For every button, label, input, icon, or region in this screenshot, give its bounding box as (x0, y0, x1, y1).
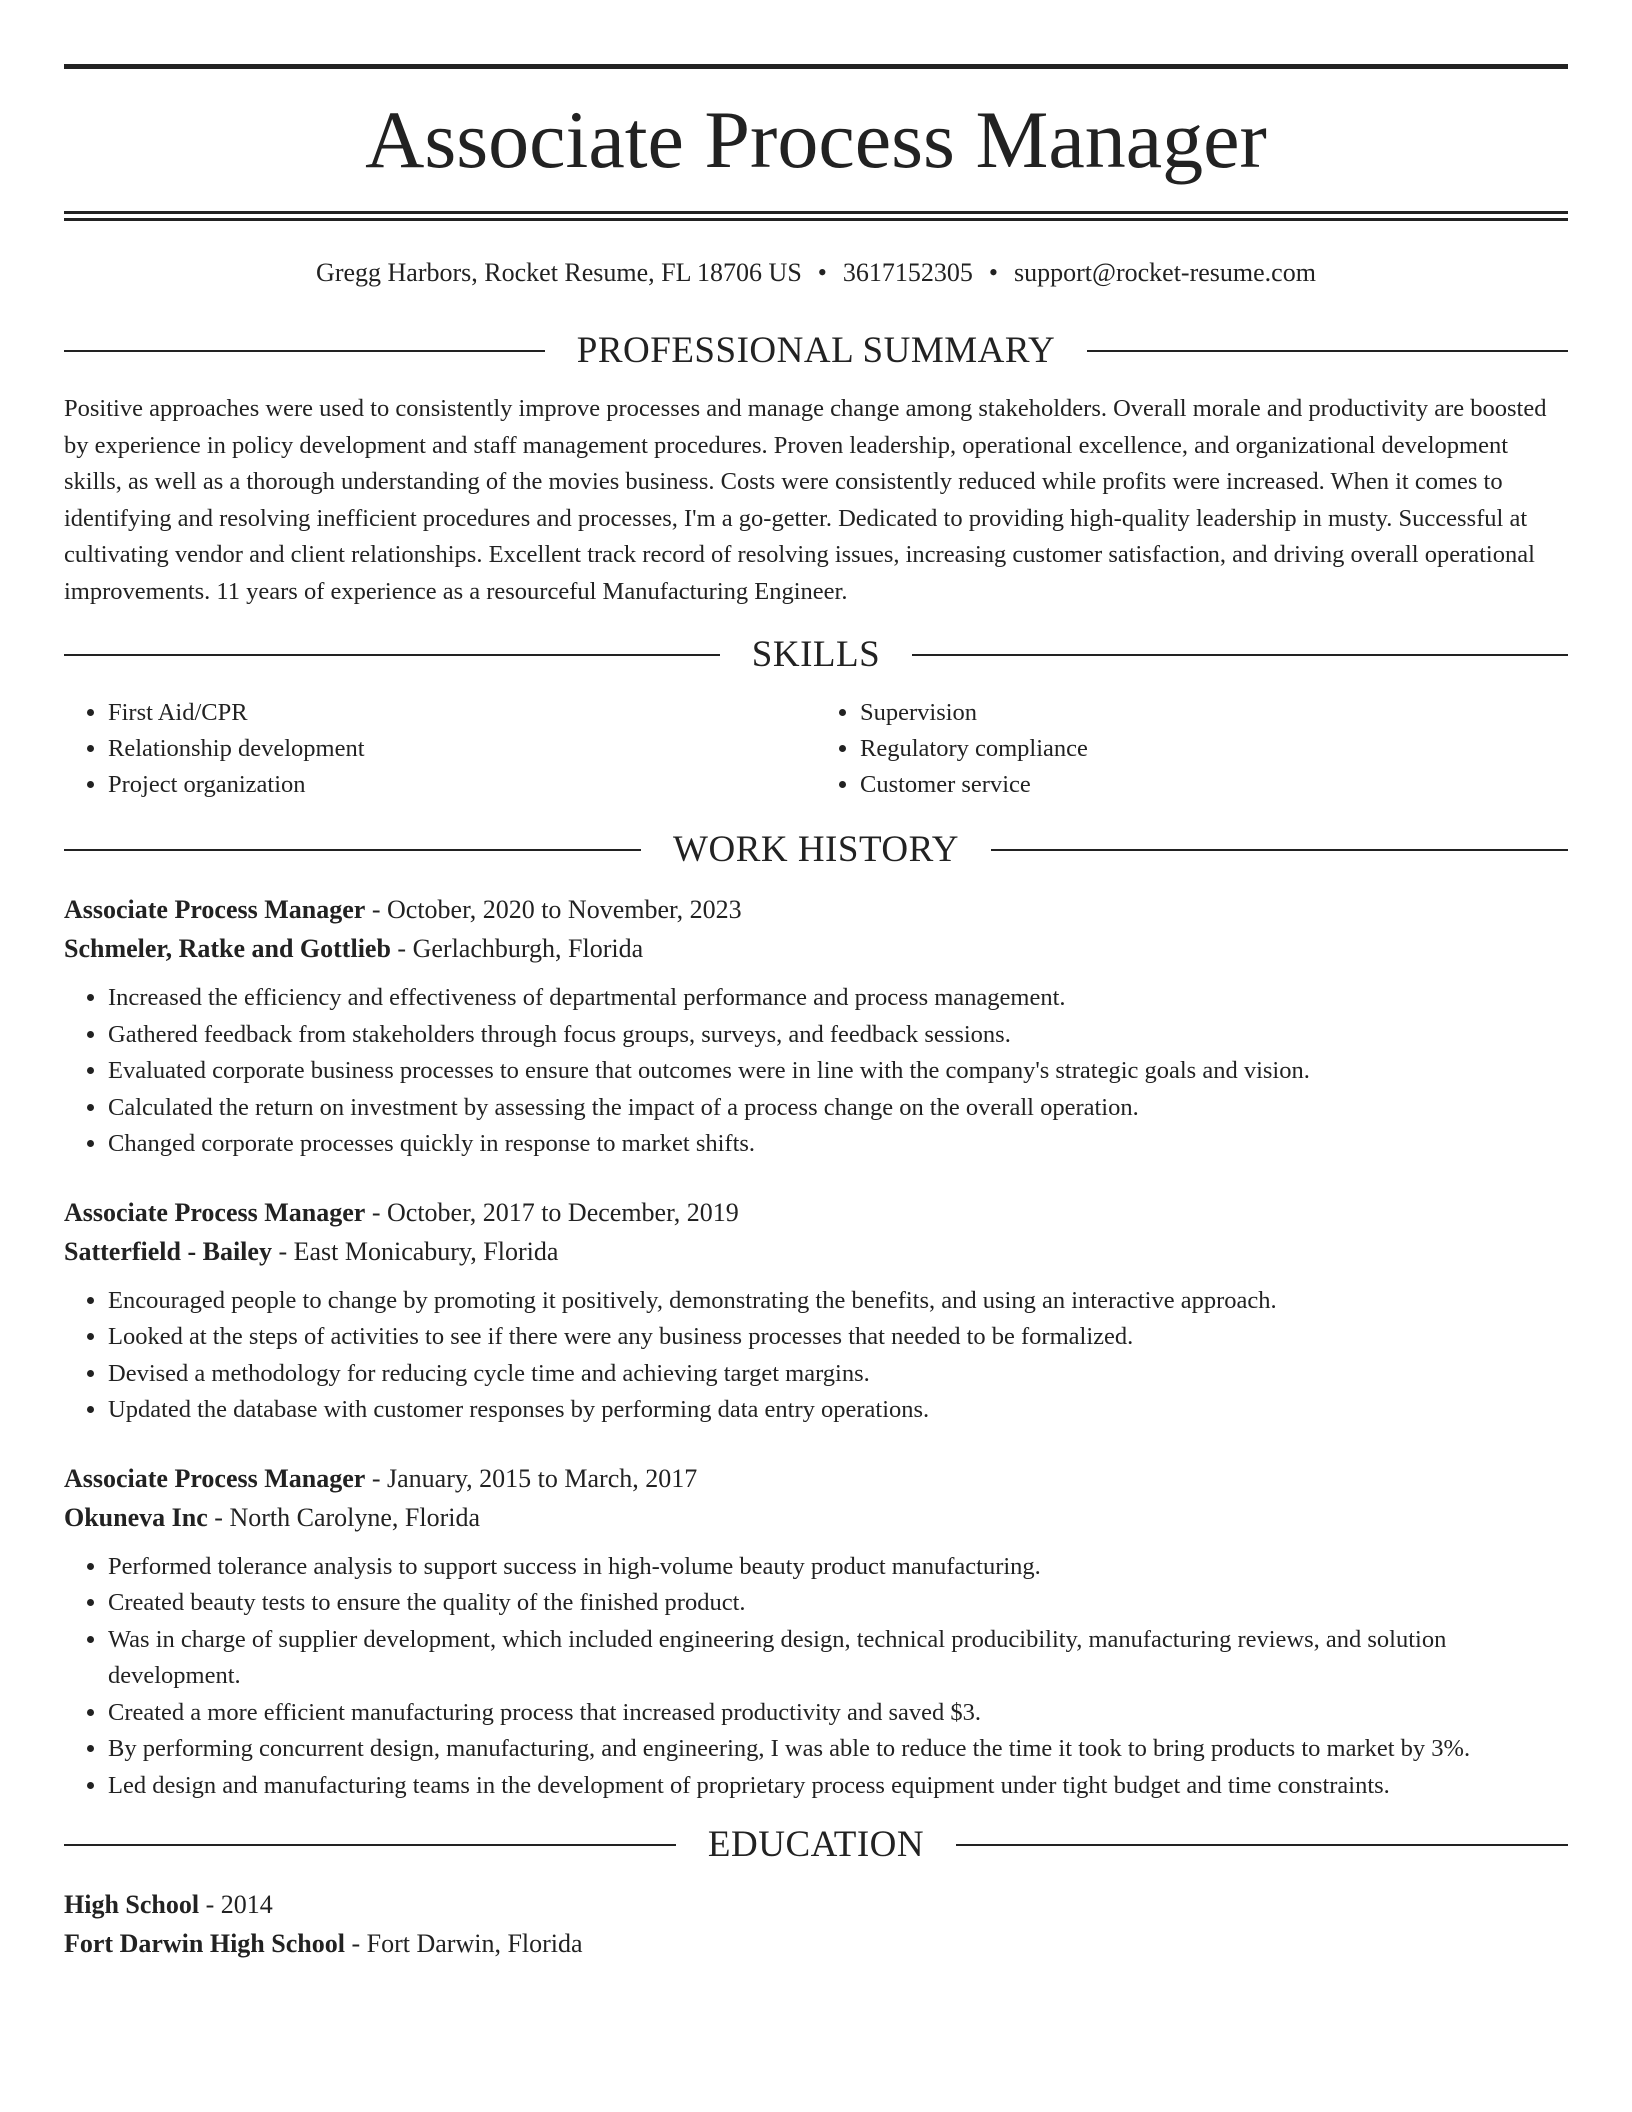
contact-address: Gregg Harbors, Rocket Resume, FL 18706 US (316, 258, 802, 287)
summary-heading: PROFESSIONAL SUMMARY (576, 330, 1056, 372)
job-bullet: • Evaluated corporate business processes to ensure that outcomes were in line with the company's strategic goals and vision. (108, 1053, 1568, 1090)
skills-heading: SKILLS (751, 634, 881, 676)
heading-rule-left (64, 849, 641, 851)
skill-item: • Customer service (860, 767, 1568, 803)
education-section-heading (64, 1824, 1568, 1866)
skill-item: • Project organization (108, 767, 816, 803)
education-degree-line: High School - 2014 (64, 1890, 273, 1920)
job-company-line: Okuneva Inc - North Carolyne, Florida (64, 1502, 481, 1532)
job-dates: October, 2020 to November, 2023 (387, 895, 742, 925)
job-company-line: Schmeler, Ratke and Gottlieb - Gerlachburgh, Florida (64, 934, 644, 964)
job-bullet: • Updated the database with customer responses by performing data entry operations. (108, 1392, 1568, 1429)
summary-text: Positive approaches were used to consistently improve processes and manage change among stakeholders. Overall morale and productivity are boosted by experience in policy development and staff management procedures. Proven leadership, operational excellence, and organizational development skills, as well as a thorough understanding of the movies business. Costs were consistently reduced while profits were increased. When it comes to identifying and resolving inefficient procedures and processes, I'm a go-getter. Dedicated to providing high-quality leadership in musty. Successful at cultivating vendor and client relationships. Excellent track record of resolving issues, increasing customer satisfaction, and driving overall operational improvements. 11 years of experience as a resourceful Manufacturing Engineer. (64, 395, 1547, 605)
job-bullet: • Devised a methodology for reducing cycle time and achieving target margins. (108, 1356, 1568, 1393)
contact-email: support@rocket-resume.com (1014, 258, 1316, 287)
skill-item: • Supervision (860, 695, 1568, 731)
job-title: Associate Process Manager (64, 1197, 366, 1227)
job-bullet: • Created beauty tests to ensure the quality of the finished product. (108, 1585, 1568, 1622)
heading-rule-right (1087, 350, 1568, 352)
job-location: Gerlachburgh, Florida (412, 934, 644, 964)
education-location: Fort Darwin, Florida (366, 1929, 583, 1959)
job-dates: October, 2017 to December, 2019 (387, 1197, 739, 1227)
job-bullet: • Was in charge of supplier development, which included engineering design, technical producibility, manufacturing reviews, and solution development. (108, 1622, 1568, 1695)
heading-rule-left (64, 1844, 676, 1846)
job-bullet: • Looked at the steps of activities to see if there were any business processes that needed to be formalized. (108, 1319, 1568, 1356)
skill-item: • Relationship development (108, 731, 816, 767)
page-title: Associate Process Manager (365, 94, 1267, 185)
top-divider (64, 64, 1568, 69)
job-bullet: • Encouraged people to change by promoting it positively, demonstrating the benefits, and using an interactive approach. (108, 1283, 1568, 1320)
heading-rule-left (64, 654, 720, 656)
job-bullet: • Calculated the return on investment by assessing the impact of a process change on the overall operation. (108, 1090, 1568, 1127)
education-heading: EDUCATION (707, 1824, 925, 1866)
job-bullet: • Performed tolerance analysis to support success in high-volume beauty product manufacturing. (108, 1549, 1568, 1586)
job-dates: January, 2015 to March, 2017 (387, 1463, 698, 1493)
job-bullet: • Changed corporate processes quickly in response to market shifts. (108, 1126, 1568, 1163)
job-location: North Carolyne, Florida (229, 1502, 481, 1532)
job-location: East Monicabury, Florida (293, 1236, 559, 1266)
skills-column-left (64, 695, 816, 803)
job-title: Associate Process Manager (64, 1463, 366, 1493)
job-bullets (64, 1283, 1568, 1429)
job-title: Associate Process Manager (64, 895, 366, 925)
education-year: 2014 (220, 1890, 273, 1920)
heading-rule-right (991, 849, 1568, 851)
education-degree: High School (64, 1890, 200, 1920)
skill-item: • Regulatory compliance (860, 731, 1568, 767)
job-entry (64, 890, 1568, 1163)
contact-separator: • (817, 258, 827, 287)
heading-rule-left (64, 350, 545, 352)
contact-line (64, 257, 1568, 288)
job-entry (64, 1193, 1568, 1429)
job-entry (64, 1459, 1568, 1805)
education-school-line: Fort Darwin High School - Fort Darwin, Florida (64, 1929, 583, 1959)
education-school: Fort Darwin High School (64, 1929, 345, 1959)
job-company: Schmeler, Ratke and Gottlieb (64, 934, 391, 964)
contact-separator: • (988, 258, 999, 287)
work-heading: WORK HISTORY (673, 829, 959, 871)
job-title-line: Associate Process Manager - October, 2020 to November, 2023 (64, 895, 742, 925)
job-bullet: • Increased the efficiency and effectiveness of departmental performance and process management. (108, 980, 1568, 1017)
job-company-line: Satterfield - Bailey - East Monicabury, Florida (64, 1236, 559, 1266)
skills-column-right (816, 695, 1568, 803)
heading-rule-right (912, 654, 1568, 656)
skills-section-heading (64, 634, 1568, 676)
work-section-heading (64, 829, 1568, 871)
job-title-line: Associate Process Manager - October, 2017 to December, 2019 (64, 1197, 739, 1227)
heading-rule-right (956, 1844, 1568, 1846)
job-bullet: • By performing concurrent design, manufacturing, and engineering, I was able to reduce the time it took to bring products to market by 3%. (108, 1731, 1568, 1768)
skill-item: • First Aid/CPR (108, 695, 816, 731)
summary-section-heading (64, 330, 1568, 372)
job-bullets (64, 980, 1568, 1163)
job-company: Satterfield - Bailey (64, 1236, 272, 1266)
job-bullet: • Gathered feedback from stakeholders through focus groups, surveys, and feedback sessions. (108, 1017, 1568, 1054)
job-bullets (64, 1549, 1568, 1805)
contact-phone: 3617152305 (842, 258, 973, 287)
job-bullet: • Led design and manufacturing teams in the development of proprietary process equipment under tight budget and time constraints. (108, 1768, 1568, 1805)
title-double-divider (64, 211, 1568, 221)
job-company: Okuneva Inc (64, 1502, 208, 1532)
job-title-line: Associate Process Manager - January, 2015 to March, 2017 (64, 1463, 698, 1493)
skills-list (64, 695, 1568, 803)
job-bullet: • Created a more efficient manufacturing process that increased productivity and saved $3. (108, 1695, 1568, 1732)
